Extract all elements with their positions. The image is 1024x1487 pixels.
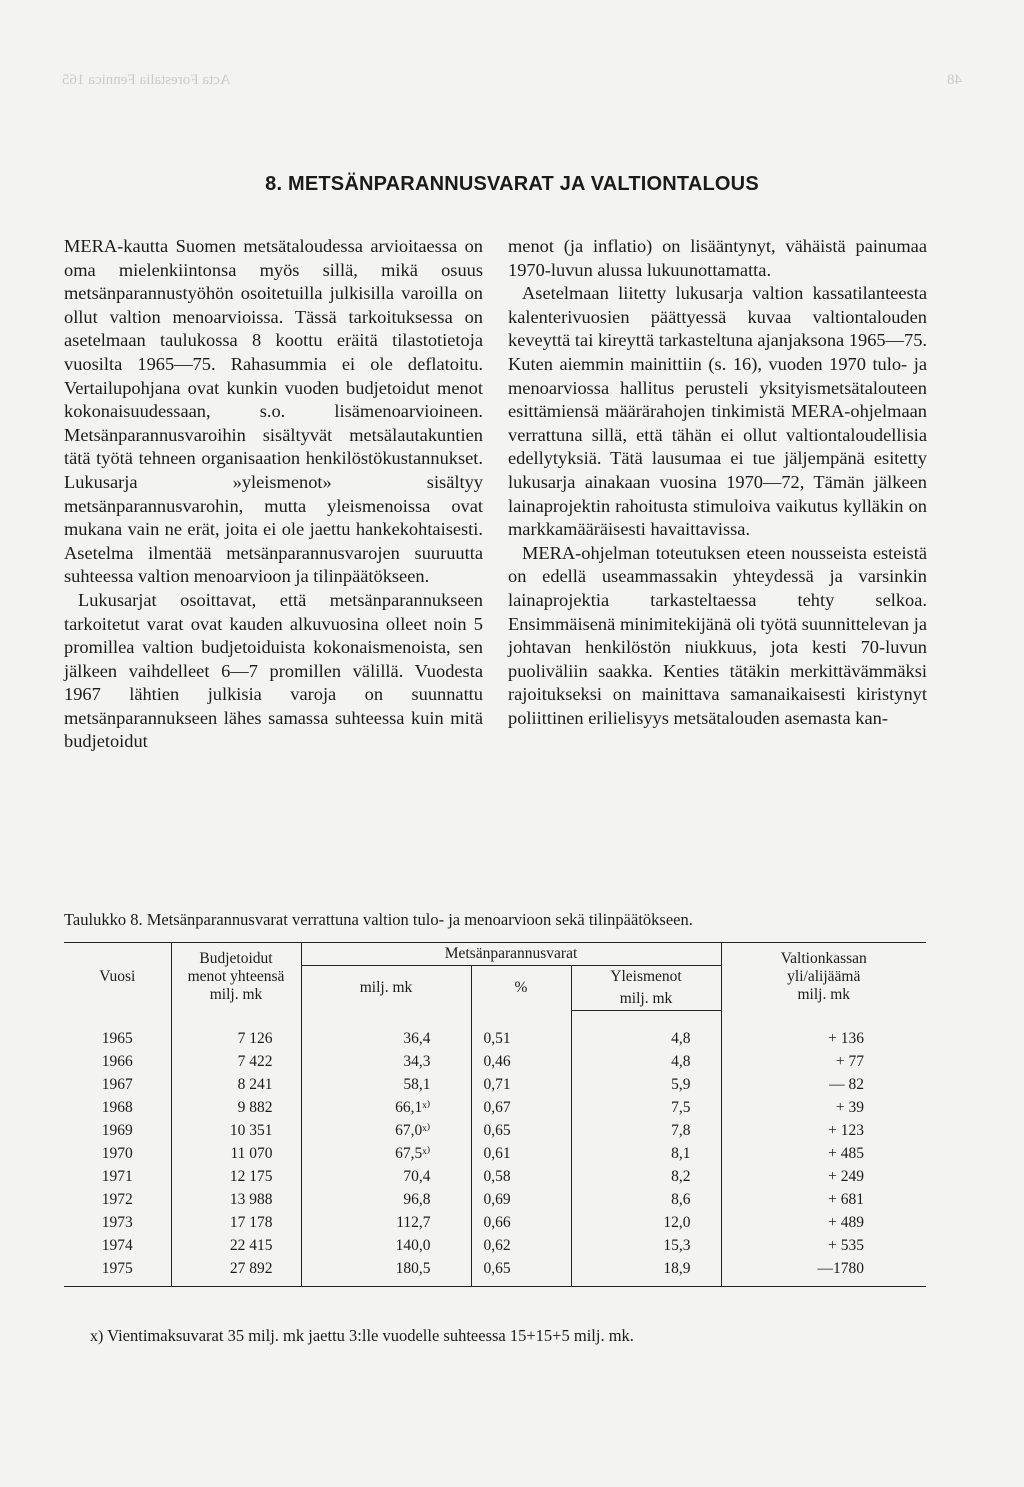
- cell-cash: + 39: [721, 1096, 926, 1119]
- cash-header-line2: yli/alijäämä: [787, 967, 861, 985]
- cell-budget: 13 988: [171, 1188, 301, 1211]
- cell-mp-pct: 0,69: [471, 1188, 571, 1211]
- cell-cash: + 77: [721, 1050, 926, 1073]
- table-row: [64, 1188, 926, 1211]
- col-header-general-unit: [571, 988, 721, 1011]
- cell-mp-pct: 0,62: [471, 1234, 571, 1257]
- cell-year: 1975: [64, 1257, 171, 1287]
- cell-cash: + 489: [721, 1211, 926, 1234]
- right-paragraph-1: menot (ja inflatio) on lisääntynyt, vähäistä painumaa 1970-luvun alussa lukuunottamatta.: [508, 236, 927, 280]
- budget-header-line1: Budjetoidut: [199, 949, 273, 967]
- cell-mp-pct: 0,58: [471, 1165, 571, 1188]
- cell-year: 1967: [101, 1076, 133, 1093]
- cell-mp-pct: 0,61: [471, 1142, 571, 1165]
- col-header-year: [64, 943, 171, 1011]
- cell-year: 1972: [101, 1191, 133, 1208]
- running-head-left: Acta Forestalia Fennica 165: [62, 72, 231, 88]
- cash-header-line1: Valtionkassan: [780, 949, 867, 967]
- year-header-label: Vuosi: [99, 967, 136, 985]
- cell-year: 1973: [101, 1214, 133, 1231]
- cell-budget: 17 178: [171, 1211, 301, 1234]
- cell-budget: 11 070: [171, 1142, 301, 1165]
- table-row: [64, 1142, 926, 1165]
- cell-budget: 22 415: [171, 1234, 301, 1257]
- col-header-group: [301, 943, 721, 966]
- cell-general: 12,0: [571, 1211, 721, 1234]
- left-paragraph-1: MERA-kautta Suomen metsätaloudessa arvioitaessa on oma mielenkiintonsa myös sillä, mikä osuus metsänparannustyöhön osoitetuilla julkisilla varoilla on ollut valtion menoarvioissa. Tässä tarkoituksessa on asetelmaan taulukossa 8 koottu eräitä tilastotietoja vuosilta 1965—75. Rahasummia ei ole deflatoitu. Vertailupohjana ovat kunkin vuoden budjetoidut menot kokonaisuudessaan, s.o. lisämenoarvioineen. Metsänparannusvaroihin sisältyvät metsälautakuntien tätä työtä tehneen organisaation henkilöstökustannukset. Lukusarja »yleismenot» sisältyy metsänparannusvarohin, mutta yleismenoissa ovat mukana vain ne erät, joita ei ole jaettu hankekohtaisesti. Asetelma ilmentää metsänparannusvarojen suuruutta suhteessa valtion menoarvioon ja tilinpäätökseen.: [64, 236, 483, 587]
- running-head-page-number: 48: [947, 72, 962, 88]
- cell-general: 8,2: [571, 1165, 721, 1188]
- cell-general: 4,8: [571, 1011, 721, 1051]
- cash-header-unit: milj. mk: [797, 985, 851, 1003]
- cell-cash: —1780: [721, 1257, 926, 1287]
- table-row: [64, 1119, 926, 1142]
- table-footnote: [90, 1326, 940, 1346]
- cell-year: 1970: [101, 1145, 133, 1162]
- cell-mp-pct: 0,71: [471, 1073, 571, 1096]
- cell-mp-amount: 70,4: [301, 1165, 471, 1188]
- cell-cash: + 535: [721, 1234, 926, 1257]
- cell-general: 7,5: [571, 1096, 721, 1119]
- footnote-mark: x): [90, 1328, 104, 1345]
- cell-mp-pct: 0,66: [471, 1211, 571, 1234]
- table-row: [64, 1050, 926, 1073]
- right-paragraph-2: Asetelmaan liitetty lukusarja valtion kassatilanteesta kalenterivuosien päättyessä kuvaa valtiontalouden keveyttä tai kireyttä tarkasteltuna ajanjaksona 1965—75. Kuten aiemmin mainittiin (s. 16), vuoden 1970 tulo- ja menoarviossa hallitus perusteli yksityismetsätalouteen esittämiensä määrärahojen tinkimistä MERA-ohjelmaan verrattuna sillä, että tähän ei ollut valtiontaloudellisia edellytyksiä. Tätä lausumaa ei tue jäljempänä esitetty lukusarja ainakaan vuosina 1970—72, Tämän jälkeen lainaprojektin rahoitusta stimuloiva vaikutus kylläkin on markkamääräisesti havaittavissa.: [508, 283, 927, 540]
- col-header-budget: [171, 943, 301, 1011]
- cell-budget: 8 241: [171, 1073, 301, 1096]
- cell-mp-amount: 66,1ˣ⁾: [301, 1096, 471, 1119]
- cell-year: 1969: [101, 1122, 133, 1139]
- cell-mp-pct: 0,51: [471, 1011, 571, 1051]
- mp-pct-label: %: [514, 979, 528, 997]
- cell-budget: 9 882: [171, 1096, 301, 1119]
- cell-cash: — 82: [721, 1073, 926, 1096]
- cell-mp-pct: 0,65: [471, 1257, 571, 1287]
- cell-year: 1974: [101, 1237, 133, 1254]
- cell-cash: + 136: [721, 1011, 926, 1051]
- cell-cash: + 485: [721, 1142, 926, 1165]
- cell-general: 4,8: [571, 1050, 721, 1073]
- data-table: [64, 942, 926, 1287]
- col-header-cash: [721, 943, 926, 1011]
- cell-budget: 10 351: [171, 1119, 301, 1142]
- general-header-unit: milj. mk: [619, 990, 673, 1007]
- cell-year: 1968: [101, 1099, 133, 1116]
- cell-mp-pct: 0,46: [471, 1050, 571, 1073]
- cell-general: 7,8: [571, 1119, 721, 1142]
- left-column: [64, 235, 483, 754]
- cell-general: 5,9: [571, 1073, 721, 1096]
- running-head-bleedthrough: [62, 72, 962, 92]
- cell-mp-amount: 36,4: [301, 1011, 471, 1051]
- table-row: [64, 1257, 926, 1287]
- cell-general: 8,6: [571, 1188, 721, 1211]
- cell-mp-amount: 58,1: [301, 1073, 471, 1096]
- table-row: [64, 1073, 926, 1096]
- mp-amount-unit: milj. mk: [359, 979, 413, 997]
- cell-general: 15,3: [571, 1234, 721, 1257]
- general-header-line1: Yleismenot: [610, 968, 682, 985]
- right-paragraph-3: MERA-ohjelman toteutuksen eteen nousseista esteistä on edellä useammassakin yhteydessä ja varsinkin lainaprojektia tarkasteltaessa tehty selkoa. Ensimmäisenä minimitekijänä oli työtä suunnittelevan ja johtavan henkilöstön niukkuus, jota kesti 70-luvun puoliväliin saakka. Kenties tätäkin merkittävämmäksi rajoitukseksi on mainittava samanaikaisesti kiristynyt poliittinen erilielisyys metsätalouden asemasta kan-: [508, 542, 927, 728]
- col-header-mp-pct: [471, 966, 571, 1011]
- cell-mp-amount: 96,8: [301, 1188, 471, 1211]
- cell-mp-amount: 180,5: [301, 1257, 471, 1287]
- group-header-label: Metsänparannusvarat: [444, 945, 578, 962]
- table-row: [64, 1211, 926, 1234]
- cell-cash: + 123: [721, 1119, 926, 1142]
- cell-mp-pct: 0,65: [471, 1119, 571, 1142]
- cell-mp-amount: 34,3: [301, 1050, 471, 1073]
- cell-cash: + 681: [721, 1188, 926, 1211]
- cell-general: 8,1: [571, 1142, 721, 1165]
- table-row: [64, 1011, 926, 1051]
- left-paragraph-2: Lukusarjat osoittavat, että metsänparannukseen tarkoitetut varat ovat kauden alkuvuosina olleet noin 5 promillea valtion budjetoiduista kokonaismenoista, sen jälkeen vaihdelleet 6—7 promillen välillä. Vuodesta 1967 lähtien julkisia varoja on suunnattu metsänparannukseen lähes samassa suhteessa kuin mitä budjetoidut: [64, 589, 483, 752]
- col-header-mp-amount: [301, 966, 471, 1011]
- budget-header-line2: menot yhteensä: [187, 967, 285, 985]
- cell-year: 1966: [101, 1053, 133, 1070]
- table-row: [64, 1096, 926, 1119]
- table-body: [64, 1011, 926, 1287]
- cell-year: 1965: [101, 1029, 133, 1047]
- cell-budget: 12 175: [171, 1165, 301, 1188]
- footnote-text: Vientimaksuvarat 35 milj. mk jaettu 3:lle vuodelle suhteessa 15+15+5 milj. mk.: [107, 1326, 634, 1345]
- table-row: [64, 1234, 926, 1257]
- cell-mp-amount: 67,0ˣ⁾: [301, 1119, 471, 1142]
- col-header-general: [571, 966, 721, 989]
- section-heading: 8. METSÄNPARANNUSVARAT JA VALTIONTALOUS: [265, 173, 759, 195]
- cell-budget: 7 126: [171, 1011, 301, 1051]
- cell-budget: 27 892: [171, 1257, 301, 1287]
- table-row: [64, 1165, 926, 1188]
- table-caption: Taulukko 8. Metsänparannusvarat verrattuna valtion tulo- ja menoarvioon sekä tilinpäätökseen.: [64, 910, 693, 929]
- cell-year: 1971: [101, 1168, 133, 1185]
- budget-header-unit: milj. mk: [209, 985, 263, 1003]
- cell-mp-amount: 112,7: [301, 1211, 471, 1234]
- cell-cash: + 249: [721, 1165, 926, 1188]
- cell-mp-amount: 67,5ˣ⁾: [301, 1142, 471, 1165]
- cell-mp-pct: 0,67: [471, 1096, 571, 1119]
- cell-mp-amount: 140,0: [301, 1234, 471, 1257]
- cell-budget: 7 422: [171, 1050, 301, 1073]
- right-column: [508, 235, 927, 730]
- cell-general: 18,9: [571, 1257, 721, 1287]
